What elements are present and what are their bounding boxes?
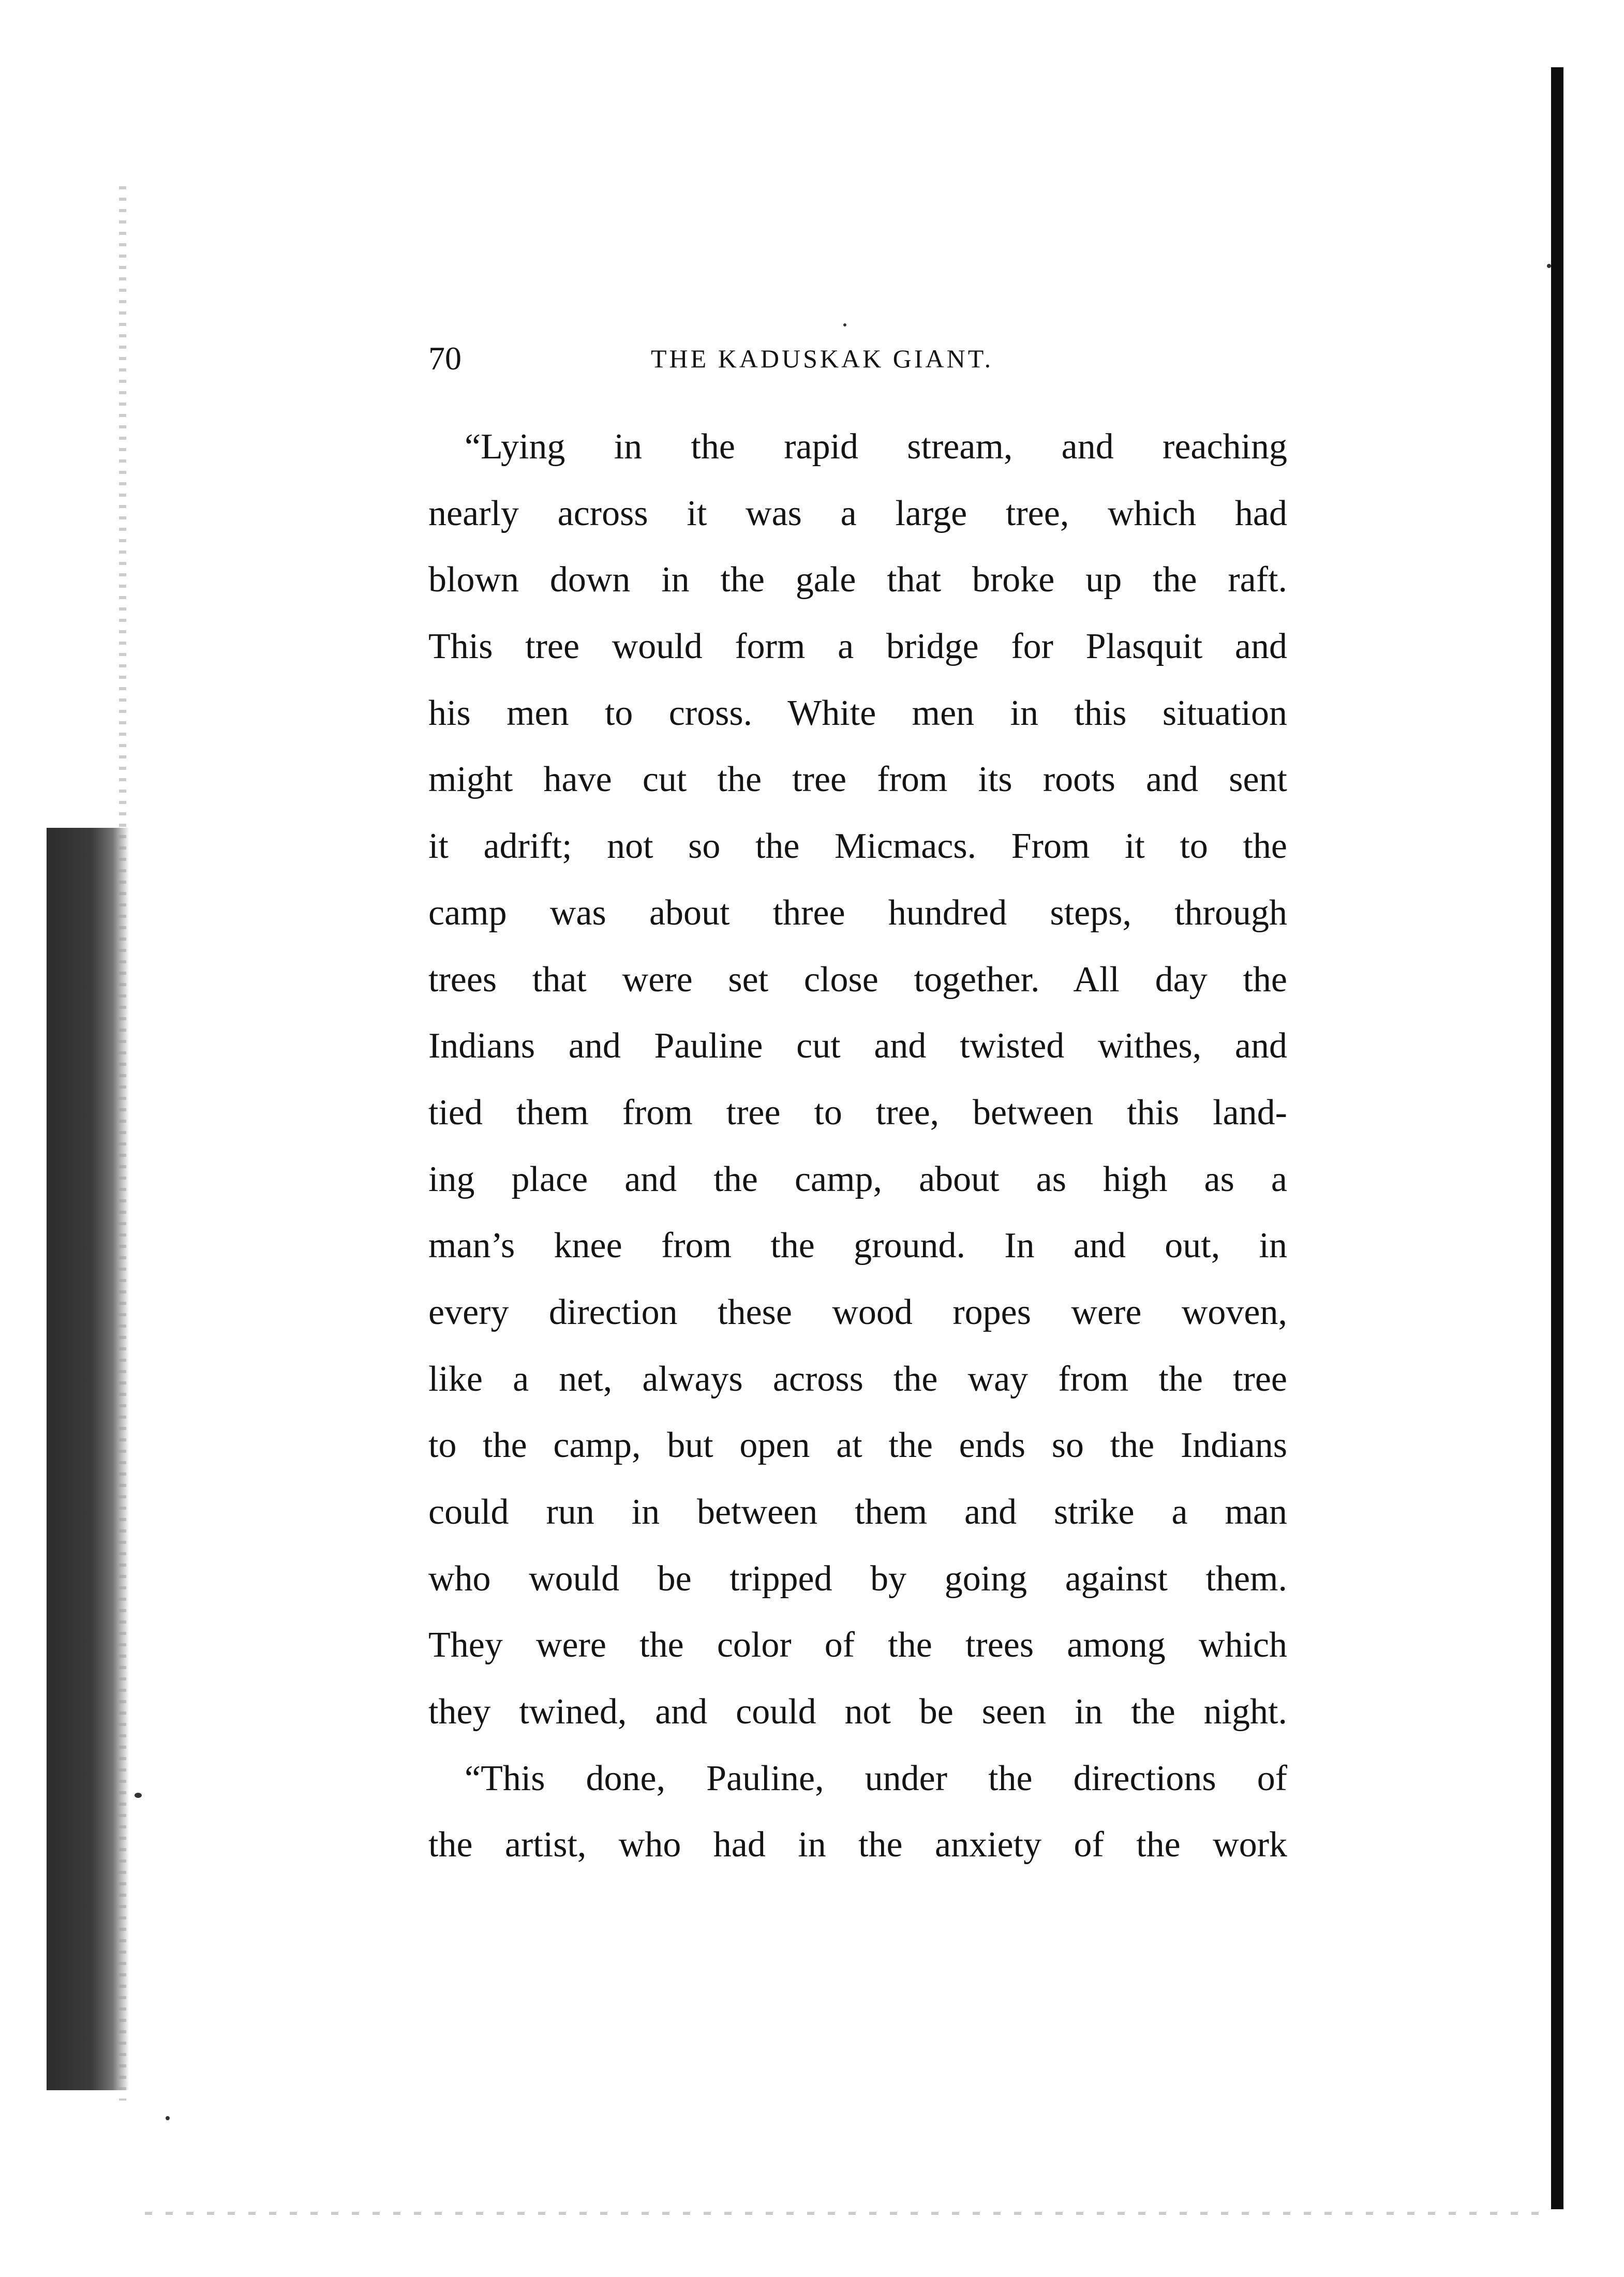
text-line: tied them from tree to tree, between this land-: [428, 1092, 1287, 1133]
scan-edge-bar: [1551, 67, 1563, 2209]
text-line: might have cut the tree from its roots and sent: [428, 760, 1287, 800]
text-line: the artist, who had in the anxiety of the work: [428, 1825, 1287, 1865]
running-head: [428, 335, 1287, 382]
text-line: “Lying in the rapid stream, and reaching: [465, 427, 1287, 467]
text-line: They were the color of the trees among which: [428, 1625, 1287, 1665]
text-line: trees that were set close together. All day the: [428, 959, 1287, 1000]
text-line: who would be tripped by going against them.: [428, 1558, 1287, 1599]
text-line: ing place and the camp, about as high as a: [428, 1159, 1287, 1199]
text-line: This tree would form a bridge for Plasquit and: [428, 627, 1287, 667]
text-line: they twined, and could not be seen in the night.: [428, 1692, 1287, 1732]
text-line: man’s knee from the ground. In and out, in: [428, 1226, 1287, 1266]
scan-speck: [1547, 264, 1551, 268]
text-line: his men to cross. White men in this situation: [428, 693, 1287, 733]
page-number: 70: [428, 340, 461, 377]
text-line: every direction these wood ropes were woven,: [428, 1292, 1287, 1332]
scan-speck: [166, 2116, 170, 2120]
text-line: like a net, always across the way from the tree: [428, 1359, 1287, 1399]
text-line: nearly across it was a large tree, which had: [428, 493, 1287, 533]
text-line: it adrift; not so the Micmacs. From it to the: [428, 826, 1287, 867]
text-line: “This done, Pauline, under the directions of: [465, 1758, 1287, 1798]
scan-gutter-noise: [119, 186, 126, 2101]
text-line: to the camp, but open at the ends so the Indians: [428, 1425, 1287, 1466]
scan-speck: [135, 1793, 142, 1798]
scan-gutter-shadow: [47, 828, 129, 2090]
running-title: THE KADUSKAK GIANT.: [651, 344, 994, 373]
body-text: [428, 414, 1287, 1879]
text-line: blown down in the gale that broke up the raft.: [428, 560, 1287, 600]
scan-speck: [843, 323, 846, 326]
text-line: could run in between them and strike a man: [428, 1492, 1287, 1532]
text-line: Indians and Pauline cut and twisted withes, and: [428, 1026, 1287, 1066]
scan-bottom-noise: [145, 2212, 1542, 2215]
text-line: camp was about three hundred steps, through: [428, 892, 1287, 933]
